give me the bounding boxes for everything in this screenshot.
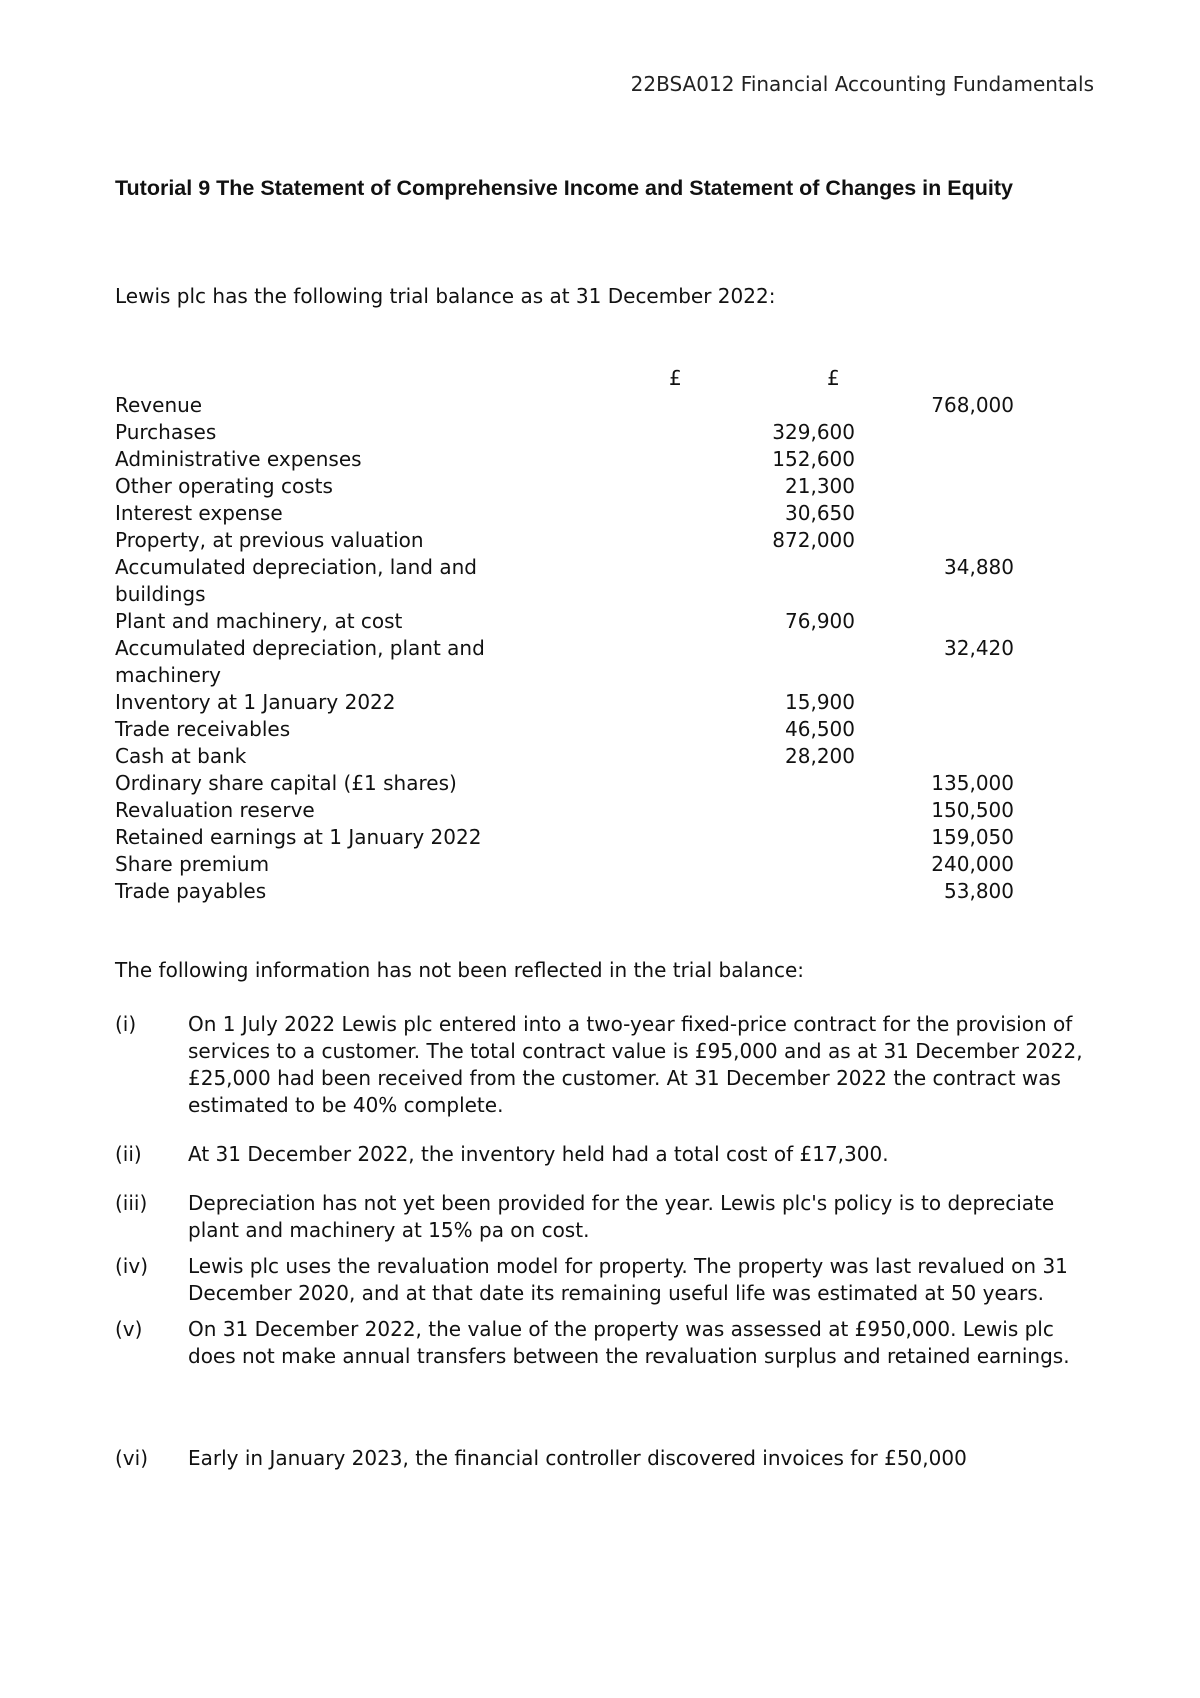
credit-value: 34,880 <box>944 555 1014 579</box>
debit-value: 30,650 <box>785 501 855 525</box>
trial-balance-row <box>115 392 1015 419</box>
note-number: (ii) <box>115 1142 142 1166</box>
credit-column-header: £ <box>827 366 840 390</box>
account-label: Trade receivables <box>115 717 291 741</box>
credit-value: 240,000 <box>931 852 1014 876</box>
trial-balance-row <box>115 500 1015 527</box>
account-label: Plant and machinery, at cost <box>115 609 403 633</box>
trial-balance-row <box>115 770 1015 797</box>
trial-balance-row <box>115 527 1015 554</box>
trial-balance-table <box>115 365 1015 905</box>
note-number: (iv) <box>115 1254 148 1278</box>
credit-value: 159,050 <box>931 825 1014 849</box>
note-text: On 1 July 2022 Lewis plc entered into a two-year fixed-price contract for the provision of services to a customer. The total contract value is £95,000 and as at 31 December 2022, £25,000 had been received from the customer. At 31 December 2022 the contract was estimated to be 40% complete. <box>188 1012 1083 1117</box>
note-item <box>115 1253 1095 1307</box>
account-label: Ordinary share capital (£1 shares) <box>115 771 457 795</box>
trial-balance-row <box>115 446 1015 473</box>
trial-balance-header-row <box>115 365 1015 392</box>
debit-column-header: £ <box>669 366 682 390</box>
note-item <box>115 1316 1095 1370</box>
running-header: 22BSA012 Financial Accounting Fundamentals <box>630 72 1094 96</box>
account-label: Revaluation reserve <box>115 798 315 822</box>
trial-balance-row <box>115 878 1015 905</box>
trial-balance-row <box>115 743 1015 770</box>
account-label: Accumulated depreciation, land and buildings <box>115 555 477 606</box>
credit-value: 32,420 <box>944 636 1014 660</box>
note-number: (vi) <box>115 1446 148 1470</box>
note-text: Early in January 2023, the financial controller discovered invoices for £50,000 <box>188 1446 967 1470</box>
account-label: Interest expense <box>115 501 283 525</box>
trial-balance-row <box>115 689 1015 716</box>
note-number: (iii) <box>115 1191 148 1215</box>
note-number: (v) <box>115 1317 143 1341</box>
debit-value: 28,200 <box>785 744 855 768</box>
note-item <box>115 1141 1095 1168</box>
account-label: Retained earnings at 1 January 2022 <box>115 825 482 849</box>
debit-value: 152,600 <box>772 447 855 471</box>
note-text: At 31 December 2022, the inventory held had a total cost of £17,300. <box>188 1142 889 1166</box>
debit-value: 21,300 <box>785 474 855 498</box>
trial-balance-row <box>115 824 1015 851</box>
notes-intro: The following information has not been reflected in the trial balance: <box>115 958 804 982</box>
account-label: Property, at previous valuation <box>115 528 424 552</box>
credit-value: 150,500 <box>931 798 1014 822</box>
trial-balance-row <box>115 608 1015 635</box>
note-item <box>115 1190 1095 1244</box>
trial-balance-row <box>115 797 1015 824</box>
trial-balance-row <box>115 635 1015 689</box>
account-label: Share premium <box>115 852 270 876</box>
debit-value: 329,600 <box>772 420 855 444</box>
note-item <box>115 1445 1095 1472</box>
debit-value: 76,900 <box>785 609 855 633</box>
account-label: Revenue <box>115 393 203 417</box>
account-label: Inventory at 1 January 2022 <box>115 690 396 714</box>
credit-value: 53,800 <box>944 879 1014 903</box>
note-text: Lewis plc uses the revaluation model for property. The property was last revalued on 31 December 2020, and at that date its remaining useful life was estimated at 50 years. <box>188 1254 1068 1305</box>
trial-balance-row <box>115 419 1015 446</box>
page-title: Tutorial 9 The Statement of Comprehensive Income and Statement of Changes in Equity <box>115 176 1013 200</box>
trial-balance-row <box>115 554 1015 608</box>
account-label: Administrative expenses <box>115 447 362 471</box>
account-label: Trade payables <box>115 879 267 903</box>
note-item <box>115 1011 1095 1119</box>
trial-balance-row <box>115 473 1015 500</box>
trial-balance-rows <box>115 392 1015 905</box>
debit-value: 15,900 <box>785 690 855 714</box>
account-label: Purchases <box>115 420 217 444</box>
notes-list <box>115 1011 1095 1472</box>
note-text: Depreciation has not yet been provided for the year. Lewis plc's policy is to depreciate plant and machinery at 15% pa on cost. <box>188 1191 1055 1242</box>
note-number: (i) <box>115 1012 137 1036</box>
note-text: On 31 December 2022, the value of the property was assessed at £950,000. Lewis plc does not make annual transfers between the revaluation surplus and retained earnings. <box>188 1317 1070 1368</box>
account-label: Other operating costs <box>115 474 333 498</box>
debit-value: 46,500 <box>785 717 855 741</box>
intro-paragraph: Lewis plc has the following trial balance as at 31 December 2022: <box>115 284 776 308</box>
trial-balance-row <box>115 716 1015 743</box>
account-label: Cash at bank <box>115 744 247 768</box>
debit-value: 872,000 <box>772 528 855 552</box>
account-label: Accumulated depreciation, plant and machinery <box>115 636 485 687</box>
credit-value: 135,000 <box>931 771 1014 795</box>
trial-balance-row <box>115 851 1015 878</box>
credit-value: 768,000 <box>931 393 1014 417</box>
